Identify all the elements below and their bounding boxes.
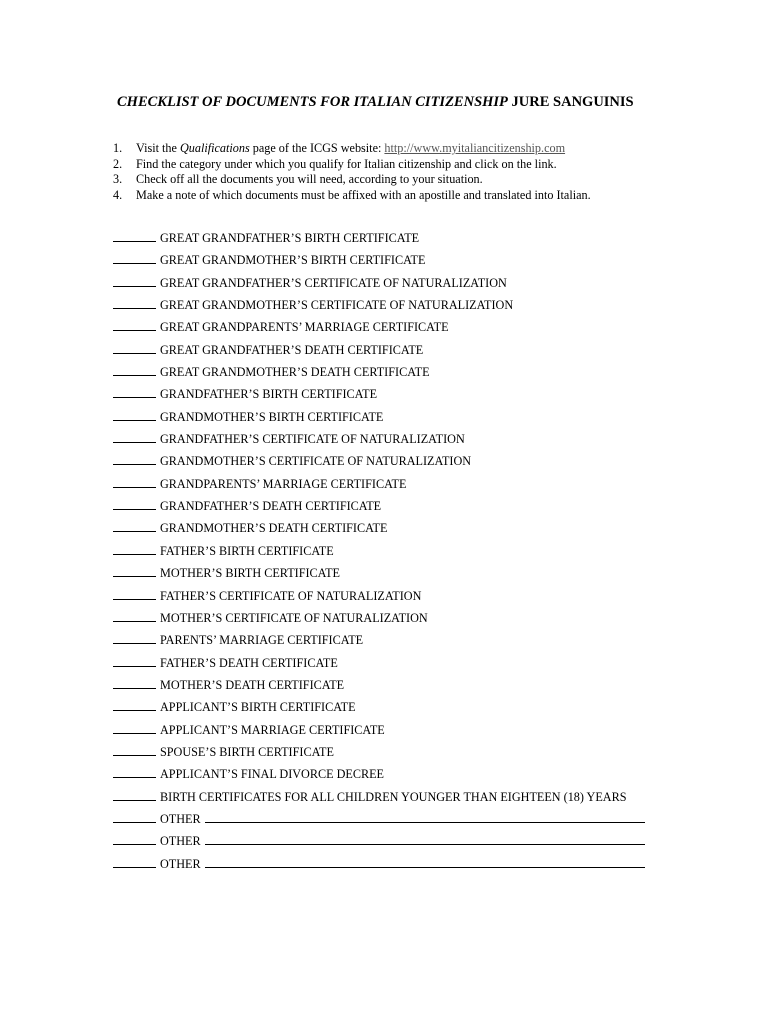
instruction-text: Check off all the documents you will need, according to your situation. (136, 172, 483, 186)
checklist-item (113, 676, 645, 698)
check-blank[interactable] (113, 721, 156, 734)
check-blank[interactable] (113, 765, 156, 778)
check-blank[interactable] (113, 542, 156, 555)
other-fill-line[interactable] (205, 810, 645, 823)
instruction-text (136, 141, 565, 157)
checklist-other-item (113, 810, 645, 832)
instruction-text: Find the category under which you qualify for Italian citizenship and click on the link. (136, 156, 557, 171)
checklist-item (113, 564, 645, 586)
checklist-item-label: APPLICANT’S FINAL DIVORCE DECREE (160, 767, 385, 782)
checklist-item (113, 631, 645, 653)
check-blank[interactable] (113, 385, 156, 398)
checklist-item (113, 721, 645, 743)
instruction-number: 1. (113, 141, 123, 155)
check-blank[interactable] (113, 475, 156, 488)
other-label: OTHER (160, 856, 201, 871)
title-bold-part: JURE SANGUINIS (511, 94, 634, 110)
check-blank[interactable] (113, 229, 156, 242)
check-blank[interactable] (113, 251, 156, 264)
website-link[interactable]: http://www.myitaliancitizenship.com (384, 141, 566, 155)
checklist-item-label: GRANDFATHER’S DEATH CERTIFICATE (160, 499, 382, 514)
checklist-item (113, 318, 645, 340)
document-checklist (113, 229, 645, 877)
checklist-item (113, 788, 645, 810)
checklist-item (113, 765, 645, 787)
instruction-text: Make a note of which documents must be affixed with an apostille and translated into Italian. (136, 187, 591, 202)
checklist-item-label: GREAT GRANDPARENTS’ MARRIAGE CERTIFICATE (160, 320, 449, 335)
instruction-text-pre: Visit the (136, 141, 180, 155)
instruction-item (113, 172, 591, 188)
checklist-item (113, 408, 645, 430)
checklist-item-label: FATHER’S DEATH CERTIFICATE (160, 655, 338, 670)
checklist-item (113, 542, 645, 564)
check-blank[interactable] (113, 564, 156, 577)
checklist-item (113, 452, 645, 474)
check-blank[interactable] (113, 855, 156, 868)
checklist-item-label: APPLICANT’S MARRIAGE CERTIFICATE (160, 722, 385, 737)
checklist-item-label: GRANDMOTHER’S CERTIFICATE OF NATURALIZATION (160, 454, 472, 469)
check-blank[interactable] (113, 587, 156, 600)
checklist-item-label: SPOUSE’S BIRTH CERTIFICATE (160, 744, 334, 759)
checklist-item (113, 363, 645, 385)
checklist-item-label: FATHER’S BIRTH CERTIFICATE (160, 543, 334, 558)
checklist-item (113, 743, 645, 765)
checklist-item-label: MOTHER’S DEATH CERTIFICATE (160, 677, 345, 692)
check-blank[interactable] (113, 408, 156, 421)
other-label: OTHER (160, 811, 201, 826)
checklist-item-label: PARENTS’ MARRIAGE CERTIFICATE (160, 633, 364, 648)
check-blank[interactable] (113, 519, 156, 532)
check-blank[interactable] (113, 698, 156, 711)
check-blank[interactable] (113, 430, 156, 443)
check-blank[interactable] (113, 363, 156, 376)
title-italic-part: CHECKLIST OF DOCUMENTS FOR ITALIAN CITIZENSHIP (117, 94, 508, 110)
check-blank[interactable] (113, 452, 156, 465)
checklist-item (113, 519, 645, 541)
check-blank[interactable] (113, 609, 156, 622)
checklist-item-label: APPLICANT’S BIRTH CERTIFICATE (160, 700, 356, 715)
check-blank[interactable] (113, 743, 156, 756)
checklist-item-label: GREAT GRANDFATHER’S BIRTH CERTIFICATE (160, 231, 420, 245)
instruction-item (113, 188, 591, 204)
checklist-item-label: GREAT GRANDMOTHER’S BIRTH CERTIFICATE (160, 253, 426, 268)
checklist-item (113, 609, 645, 631)
other-fill-line[interactable] (205, 832, 645, 845)
checklist-item (113, 296, 645, 318)
checklist-other-item (113, 832, 645, 854)
instructions-list (113, 141, 591, 203)
checklist-item-label: GRANDMOTHER’S BIRTH CERTIFICATE (160, 409, 384, 424)
check-blank[interactable] (113, 318, 156, 331)
checklist-item-label: FATHER’S CERTIFICATE OF NATURALIZATION (160, 588, 422, 603)
checklist-item-label: GRANDMOTHER’S DEATH CERTIFICATE (160, 521, 388, 536)
instruction-item (113, 141, 591, 157)
check-blank[interactable] (113, 676, 156, 689)
checklist-item-label: GREAT GRANDFATHER’S DEATH CERTIFICATE (160, 342, 424, 357)
checklist-item-label: GRANDFATHER’S BIRTH CERTIFICATE (160, 387, 378, 402)
instruction-text-mid: page of the ICGS website: (249, 141, 385, 155)
check-blank[interactable] (113, 654, 156, 667)
checklist-item-label: BIRTH CERTIFICATES FOR ALL CHILDREN YOUNGER THAN EIGHTEEN (18) YEARS (160, 789, 627, 804)
document-title (117, 94, 634, 111)
checklist-item (113, 430, 645, 452)
checklist-item-label: GRANDFATHER’S CERTIFICATE OF NATURALIZATION (160, 432, 465, 447)
instruction-number: 3. (113, 172, 123, 186)
instruction-item (113, 157, 591, 173)
check-blank[interactable] (113, 788, 156, 801)
check-blank[interactable] (113, 810, 156, 823)
check-blank[interactable] (113, 274, 156, 287)
checklist-item (113, 341, 645, 363)
checklist-item (113, 274, 645, 296)
checklist-item (113, 229, 645, 251)
check-blank[interactable] (113, 497, 156, 510)
checklist-other-item (113, 855, 645, 877)
check-blank[interactable] (113, 341, 156, 354)
check-blank[interactable] (113, 296, 156, 309)
checklist-item-label: GREAT GRANDMOTHER’S CERTIFICATE OF NATURALIZATION (160, 298, 514, 313)
instruction-number: 4. (113, 187, 123, 202)
other-fill-line[interactable] (205, 855, 645, 868)
checklist-item-label: GRANDPARENTS’ MARRIAGE CERTIFICATE (160, 476, 407, 491)
checklist-item (113, 698, 645, 720)
checklist-item (113, 497, 645, 519)
checklist-item (113, 385, 645, 407)
check-blank[interactable] (113, 631, 156, 644)
checklist-item-label: MOTHER’S BIRTH CERTIFICATE (160, 566, 340, 581)
checklist-item-label: GREAT GRANDFATHER’S CERTIFICATE OF NATURALIZATION (160, 275, 507, 290)
checklist-item (113, 654, 645, 676)
checklist-item (113, 251, 645, 273)
checklist-item (113, 475, 645, 497)
qualifications-emphasis: Qualifications (179, 141, 250, 155)
other-label: OTHER (160, 834, 201, 849)
checklist-item-label: MOTHER’S CERTIFICATE OF NATURALIZATION (160, 610, 428, 625)
checklist-item (113, 587, 645, 609)
check-blank[interactable] (113, 832, 156, 845)
instruction-number: 2. (113, 156, 123, 171)
checklist-item-label: GREAT GRANDMOTHER’S DEATH CERTIFICATE (160, 365, 430, 380)
